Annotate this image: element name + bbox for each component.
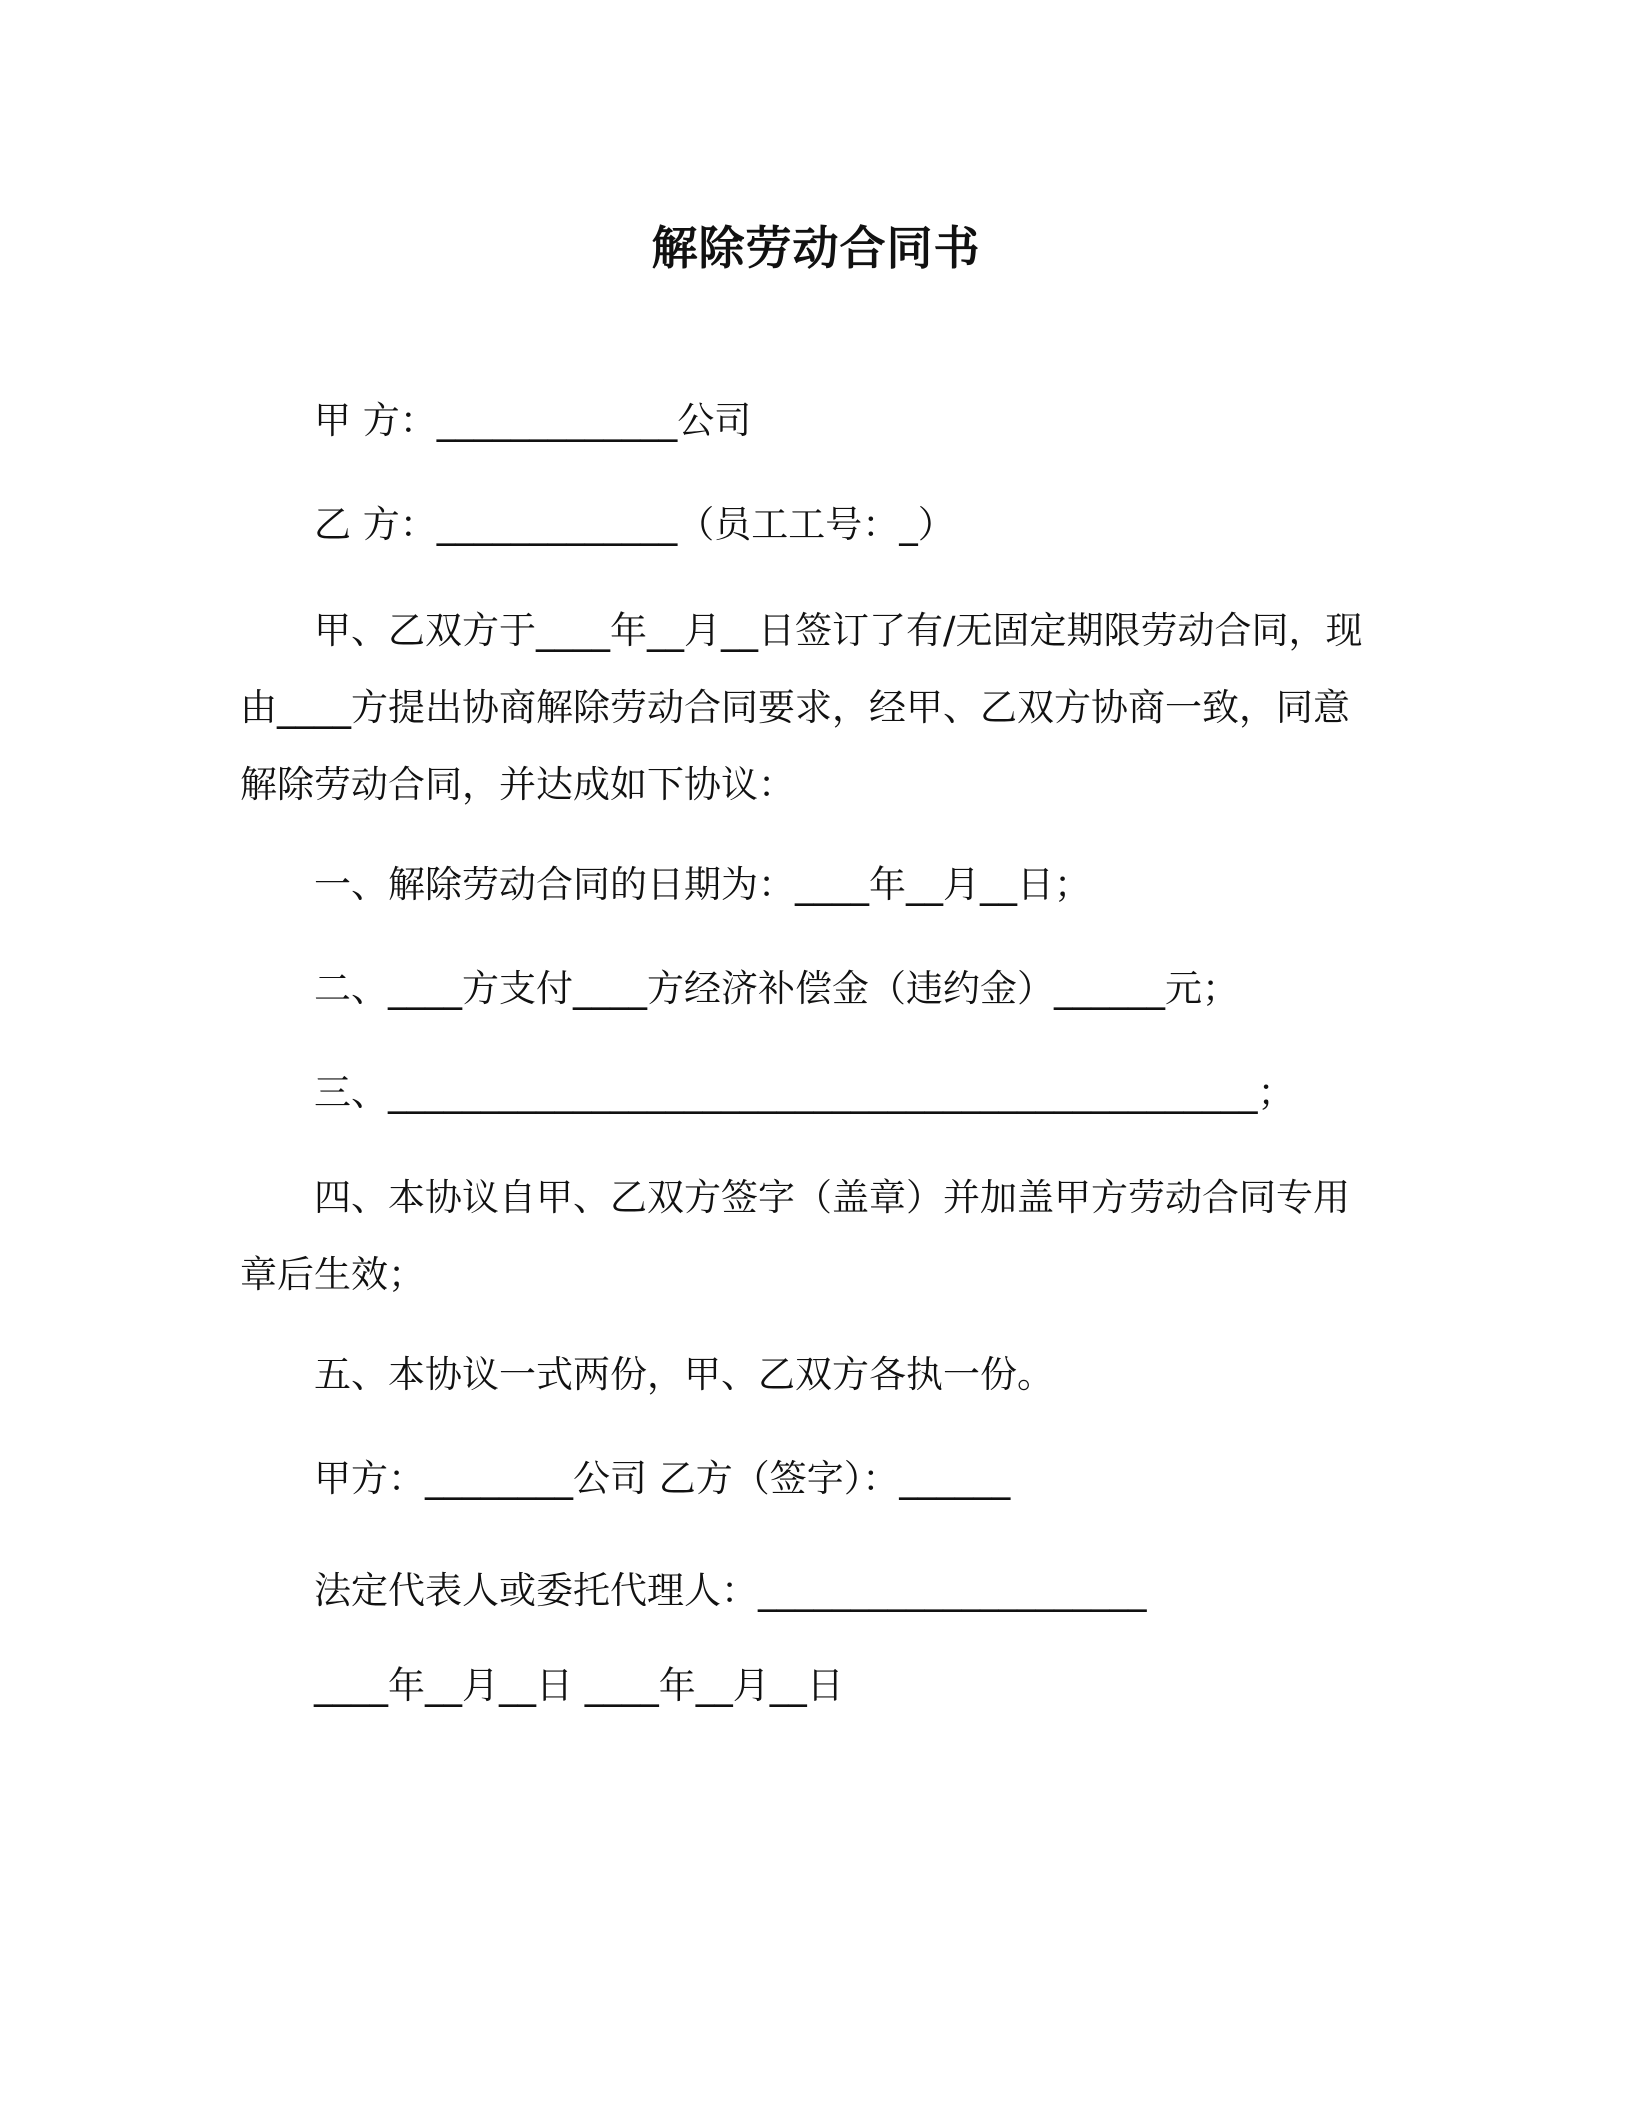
date-line: ____年__月__日 ____年__月__日 [314, 1664, 844, 1707]
clause-3: 三、_______________________________________________； [314, 1071, 1295, 1114]
signature-line: 甲方：________公司 乙方（签字）：______ [314, 1457, 1011, 1500]
party-a-line: 甲 方：_____________公司 [314, 399, 752, 442]
party-b-line: 乙 方：_____________（员工工号：_） [314, 503, 955, 546]
document-title: 解除劳动合同书 [651, 221, 981, 275]
clause-1: 一、解除劳动合同的日期为：____年__月__日； [314, 863, 1091, 906]
representative-line: 法定代表人或委托代理人：_____________________ [314, 1569, 1147, 1612]
clause-4: 四、本协议自甲、乙双方签字（盖章）并加盖甲方劳动合同专用章后生效； [240, 1176, 1350, 1296]
intro-paragraph: 甲、乙双方于____年__月__日签订了有/无固定期限劳动合同，现由____方提出协商解除劳动合同要求，经甲、乙双方协商一致，同意解除劳动合同，并达成如下协议： [240, 609, 1363, 806]
clause-5: 五、本协议一式两份，甲、乙双方各执一份。 [314, 1353, 1054, 1396]
clause-2: 二、____方支付____方经济补偿金（违约金）______元； [314, 967, 1239, 1010]
